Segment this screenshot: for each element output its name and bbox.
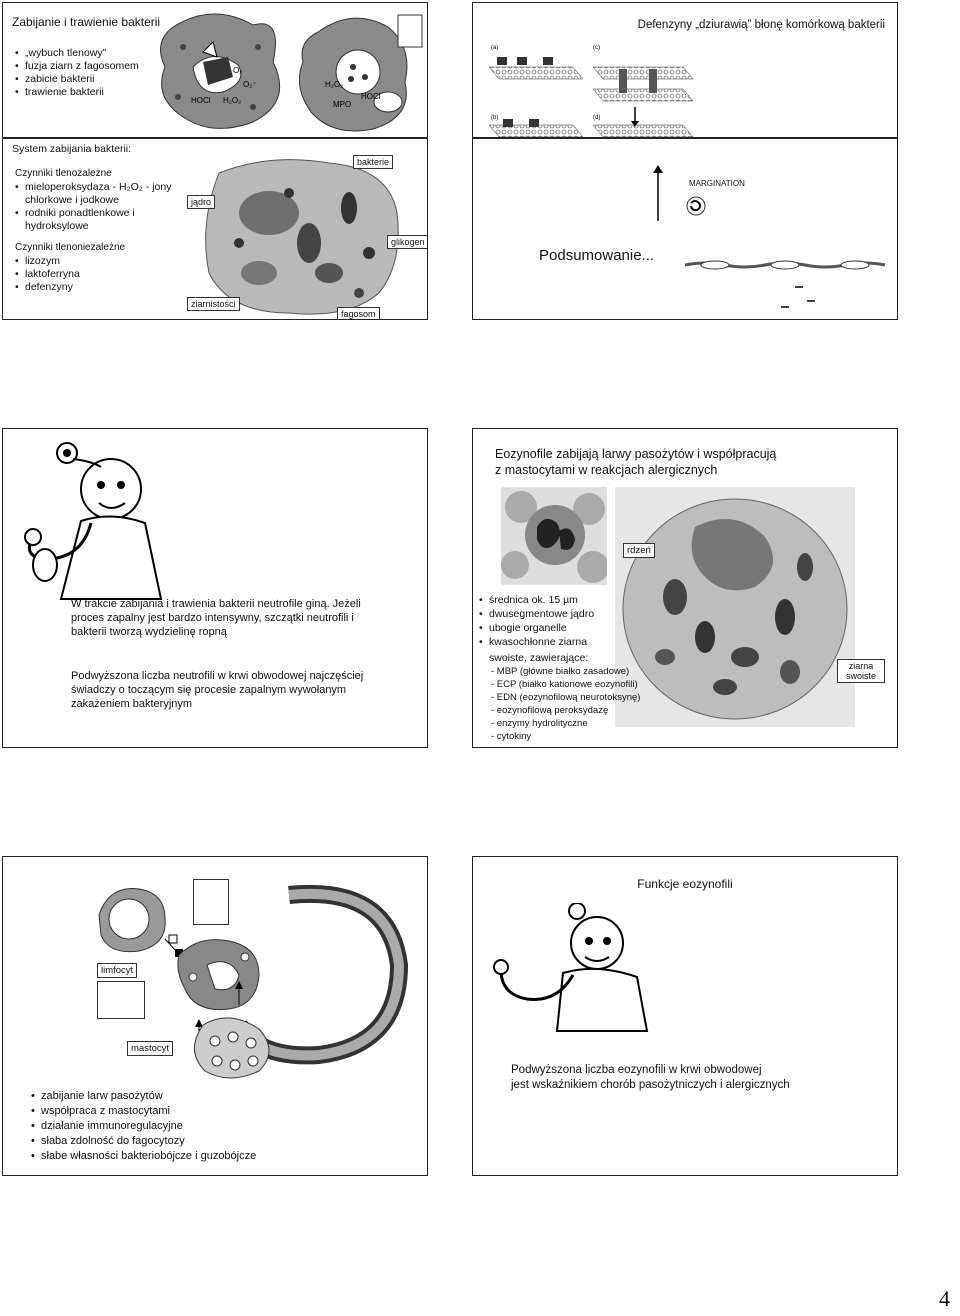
slide-summary bbox=[472, 138, 898, 320]
eosinophil-photo bbox=[501, 487, 607, 585]
label-limfocyt: limfocyt bbox=[97, 963, 137, 978]
label-bakterie: bakterie bbox=[353, 155, 393, 169]
slide-eosinophil-functions-diagram bbox=[2, 856, 428, 1176]
diagram-label: HOCl bbox=[361, 92, 381, 101]
placeholder-box bbox=[193, 879, 229, 925]
diagram-label: H₂O₂ bbox=[223, 96, 242, 105]
slide-neutrophils-die bbox=[2, 428, 428, 748]
slide-title-line: Eozynofile zabijają larwy pasożytów i współpracują bbox=[495, 447, 777, 461]
paragraph: W trakcie zabijania i trawienia bakterii neutrofile giną. Jeżeli proces zapalny jest bardzo intensywny, szczątki neutrofili i bakterii tworzą wydzielinę ropną bbox=[71, 598, 361, 638]
bullet-list bbox=[15, 181, 185, 233]
arrow-up-icon bbox=[651, 165, 665, 223]
list-item: • słabe własności bakteriobójcze i guzobójcze bbox=[31, 1149, 256, 1164]
diagram-label: H₂O₂ bbox=[325, 80, 344, 89]
list-item: - eozynofilową peroksydazę bbox=[491, 705, 609, 716]
group-title: Czynniki tlenoniezależne bbox=[15, 242, 126, 253]
bullet-list bbox=[31, 1089, 256, 1164]
bullet-list bbox=[479, 593, 594, 649]
section-heading: System zabijania bakterii: bbox=[12, 143, 132, 155]
membrane-diagram bbox=[483, 39, 783, 137]
label-ziarnistosci: ziarnistości bbox=[187, 297, 240, 311]
list-item: • średnica ok. 15 µm bbox=[479, 593, 594, 607]
list-item: • dwusegmentowe jądro bbox=[479, 607, 594, 621]
list-item: • zabijanie larw pasożytów bbox=[31, 1089, 256, 1104]
doctor-cartoon-image bbox=[487, 903, 667, 1033]
list-item: • „wybuch tlenowy” bbox=[15, 47, 139, 60]
conclusion-text: jest wskaźnikiem chorób pasożytniczych i alergicznych bbox=[511, 1079, 790, 1091]
list-item: • laktoferryna bbox=[15, 268, 80, 281]
neutrophil-icon bbox=[685, 195, 707, 217]
phagocytosis-diagram bbox=[153, 7, 425, 137]
label-ziarna-swoiste: ziarna swoiste bbox=[837, 659, 885, 683]
list-item: • defenzyny bbox=[15, 281, 80, 294]
doctor-cartoon-image bbox=[21, 441, 191, 601]
list-item: • lizozym bbox=[15, 255, 80, 268]
list-item: • kwasochłonne ziarna bbox=[479, 635, 594, 649]
diagram-label: O₂⁻ bbox=[243, 80, 257, 89]
slide-killing-system bbox=[2, 138, 428, 320]
list-item: - enzymy hydrolityczne bbox=[491, 718, 588, 729]
bullet-list bbox=[15, 47, 139, 99]
label-jadro: jądro bbox=[187, 195, 215, 209]
bullet-list bbox=[15, 255, 80, 294]
eosinophil-micrograph bbox=[615, 487, 855, 727]
slide-defensins bbox=[472, 2, 898, 138]
margination-label: MARGINATION bbox=[689, 179, 745, 188]
list-item: - EDN (eozynofilową neurotoksynę) bbox=[491, 692, 641, 703]
summary-heading: Podsumowanie... bbox=[539, 247, 655, 264]
label-fagosom: fagosom bbox=[337, 307, 380, 320]
group-title: Czynniki tlenozależne bbox=[15, 168, 112, 179]
label-mastocyt: mastocyt bbox=[127, 1041, 173, 1056]
diagram-label: O₂ bbox=[233, 66, 243, 75]
panel-label: (b) bbox=[491, 115, 499, 121]
list-item: - ECP (białko kationowe eozynofili) bbox=[491, 679, 638, 690]
diagram-label: MPO bbox=[333, 100, 352, 109]
slide-title: Defenzyny „dziurawią” błonę komórkową bakterii bbox=[637, 19, 885, 31]
conclusion-text: Podwyższona liczba eozynofili w krwi obwodowej bbox=[511, 1064, 762, 1076]
list-item: - MBP (główne białko zasadowe) bbox=[491, 666, 630, 677]
panel-label: (d) bbox=[593, 115, 601, 121]
panel-label: (a) bbox=[491, 45, 499, 51]
list-item: - cytokiny bbox=[491, 731, 532, 742]
list-item: • mieloperoksydaza - H₂O₂ - jony chlorkowe i jodkowe bbox=[15, 181, 185, 207]
list-item: • zabicie bakterii bbox=[15, 73, 139, 86]
slide-title-line: z mastocytami w reakcjach alergicznych bbox=[495, 463, 718, 477]
list-item: • działanie immunoregulacyjne bbox=[31, 1119, 256, 1134]
list-item: • trawienie bakterii bbox=[15, 86, 139, 99]
paragraph: Podwyższona liczba neutrofili w krwi obwodowej najczęściej świadczy o toczącym się procesie zapalnym wywołanym zakażeniem bakteryjnym bbox=[71, 670, 364, 710]
slide-eosinophil-functions bbox=[472, 856, 898, 1176]
slide-eosinophils bbox=[472, 428, 898, 748]
label-rdzen: rdzeń bbox=[623, 543, 655, 558]
list-item: • fuzja ziarn z fagosomem bbox=[15, 60, 139, 73]
label-glikogen: glikogen bbox=[387, 235, 428, 249]
micrograph-image bbox=[199, 153, 403, 319]
cells-diagram bbox=[685, 251, 897, 311]
list-item: • słaba zdolność do fagocytozy bbox=[31, 1134, 256, 1149]
slide-title: Zabijanie i trawienie bakterii bbox=[12, 15, 161, 29]
diagram-label: HOCl bbox=[191, 96, 211, 105]
panel-label: (c) bbox=[593, 45, 600, 51]
placeholder-box bbox=[97, 981, 145, 1019]
list-continuation: swoiste, zawierające: bbox=[489, 652, 589, 664]
page-number: 4 bbox=[939, 1286, 950, 1311]
list-item: • ubogie organelle bbox=[479, 621, 594, 635]
slide-killing-bacteria bbox=[2, 2, 428, 138]
slide-title: Funkcje eozynofili bbox=[637, 877, 733, 891]
list-item: • rodniki ponadtlenkowe i hydroksylowe bbox=[15, 207, 185, 233]
list-item: • współpraca z mastocytami bbox=[31, 1104, 256, 1119]
